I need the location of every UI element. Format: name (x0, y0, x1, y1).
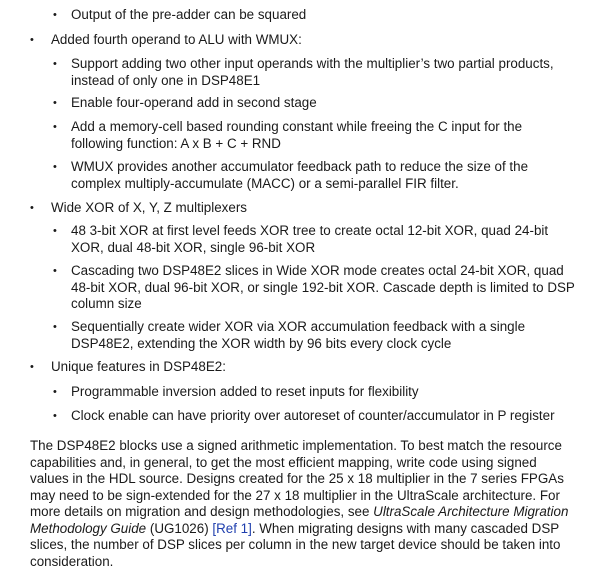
bullet-icon: • (53, 265, 57, 277)
paragraph-text: (UG1026) (146, 520, 213, 536)
list-item-text: Enable four-operand add in second stage (71, 95, 317, 110)
bullet-icon: • (30, 34, 34, 46)
bullet-icon: • (53, 386, 57, 398)
paragraph-text: The DSP48E2 blocks use a signed arithmetic implementation. To best match the resource capabilities and, in general, to get the most efficient mapping, write code using signed values in the HDL source. Designs created for the 25 x 18 multiplier in the 7 series FPGAs may need to be sign-extended for the 27 x 18 multiplier in the UltraScale architecture. For more details on migration and design methodologies, see (30, 438, 564, 519)
bullet-icon: • (53, 225, 57, 237)
bullet-icon: • (30, 202, 34, 214)
list-item (53, 319, 576, 352)
list-item-text: Added fourth operand to ALU with WMUX: (51, 32, 302, 47)
list-item (53, 223, 576, 256)
bullet-icon: • (30, 361, 34, 373)
bullet-icon: • (53, 121, 57, 133)
list-item-text: Wide XOR of X, Y, Z multiplexers (51, 200, 247, 215)
list-item-text: WMUX provides another accumulator feedback path to reduce the size of the complex multiply-accumulate (MACC) or a semi-parallel FIR filter. (71, 159, 529, 191)
bullet-icon: • (53, 9, 57, 21)
list-item-text: Programmable inversion added to reset inputs for flexibility (71, 384, 419, 399)
list-item-text: Sequentially create wider XOR via XOR accumulation feedback with a single DSP48E2, extending the XOR width by 96 bits every clock cycle (71, 319, 526, 351)
list-item (53, 7, 576, 24)
list-item-text: Output of the pre-adder can be squared (71, 7, 307, 22)
guide-title: UltraScale Architecture Migration Methodology Guide (30, 504, 569, 536)
list-item-text: Clock enable can have priority over autoreset of counter/accumulator in P register (71, 408, 555, 423)
list-item (30, 32, 581, 49)
bullet-icon: • (53, 97, 57, 109)
list-item (53, 263, 576, 313)
list-item (53, 159, 576, 192)
reference-link[interactable]: [Ref 1] (212, 520, 252, 536)
list-item-text: Cascading two DSP48E2 slices in Wide XOR mode creates octal 24-bit XOR, quad 48-bit XOR, dual 96-bit XOR, or single 192-bit XOR. Cascade depth is limited to DSP column size (71, 263, 575, 311)
list-item-text: Unique features in DSP48E2: (51, 359, 226, 374)
list-item (30, 359, 581, 376)
paragraph-text: . When migrating designs with many cascaded DSP slices, the number of DSP slices per column in the new target device should be taken into consideration. (30, 520, 561, 569)
list-item (53, 384, 576, 401)
bullet-icon: • (53, 58, 57, 70)
list-item (53, 56, 576, 89)
list-item (30, 200, 581, 217)
list-item (53, 95, 576, 112)
bullet-icon: • (53, 321, 57, 333)
list-item (53, 408, 576, 425)
list-item-text: Add a memory-cell based rounding constant while freeing the C input for the following function: A x B + C + RND (71, 119, 523, 151)
bullet-icon: • (53, 410, 57, 422)
list-item (53, 119, 576, 152)
body-paragraph (30, 438, 575, 570)
bullet-icon: • (53, 161, 57, 173)
list-item-text: 48 3-bit XOR at first level feeds XOR tree to create octal 12-bit XOR, quad 24-bit XOR, dual 48-bit XOR, single 96-bit XOR (71, 223, 549, 255)
list-item-text: Support adding two other input operands with the multiplier’s two partial products, instead of only one in DSP48E1 (71, 56, 554, 88)
